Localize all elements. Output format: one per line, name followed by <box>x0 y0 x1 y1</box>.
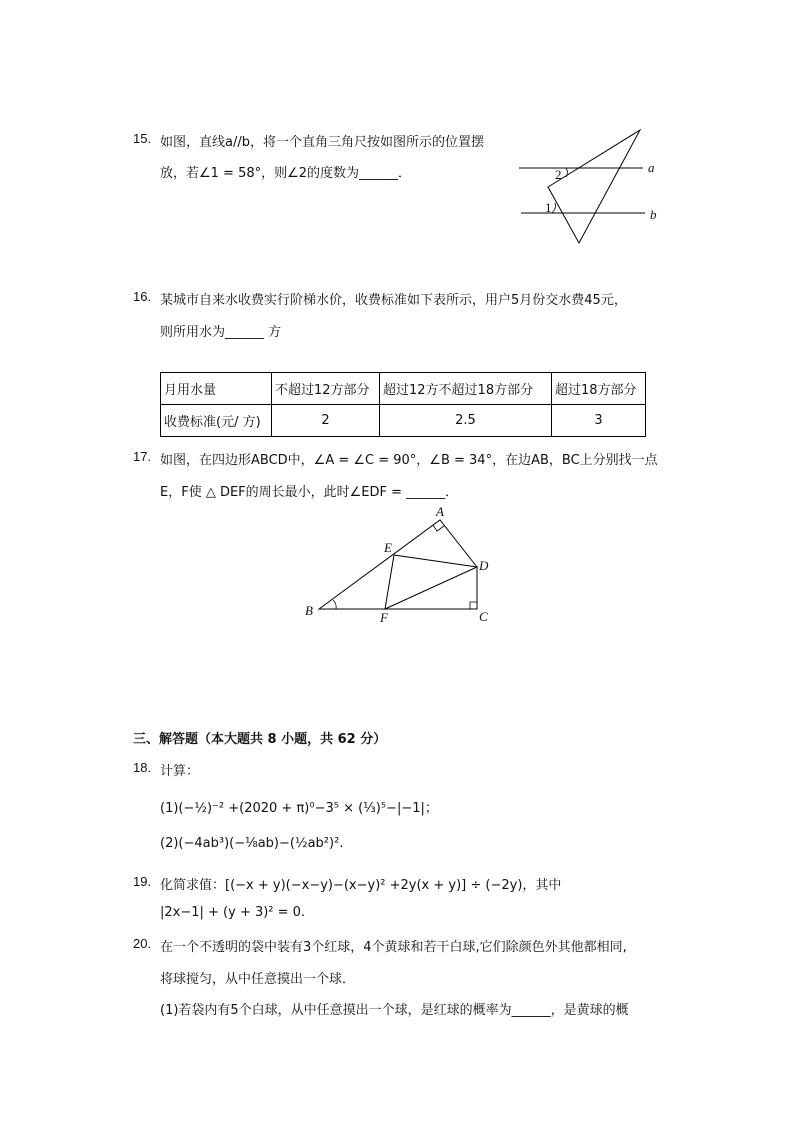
q18-part2: (2)(−4ab³)(−⅛ab)−(½ab²)². <box>160 836 344 851</box>
label-F: F <box>380 610 388 625</box>
q15-line2: 放，若∠1 = 58°，则∠2的度数为______． <box>160 166 412 181</box>
q19-line1: 化简求值：[(−x + y)(−x−y)−(x−y)² +2y(x + y)] ÷ (−2y)，其中 <box>160 878 562 893</box>
q18-title: 计算： <box>160 764 200 779</box>
section-heading: 三、解答题（本大题共 8 小题，共 62 分） <box>133 732 387 747</box>
angle-b-arc <box>333 600 336 609</box>
q20-line2: 将球搅匀，从中任意摸出一个球． <box>160 972 356 987</box>
q17-line1: 如图，在四边形ABCD中，∠A = ∠C = 90°，∠B = 34°，在边AB，BC上分别找一点 <box>160 453 658 468</box>
q20-line1: 在一个不透明的袋中装有3个红球，4个黄球和若干白球,它们除颜色外其他都相同, <box>160 940 627 955</box>
label-D: D <box>479 558 489 573</box>
q16-number: 16. <box>133 289 152 304</box>
label-B: B <box>305 603 313 618</box>
q20-number: 20. <box>133 936 152 951</box>
table-cell: 2 <box>272 405 380 437</box>
q18-part1: (1)(−½)⁻² +(2020 + π)⁰−3⁵ × (⅓)⁵−|−1|； <box>160 801 438 816</box>
q17-line2: E，F使 △ DEF的周长最小，此时∠EDF = ______． <box>160 485 459 500</box>
table-header-cell: 超过12方不超过18方部分 <box>380 373 552 405</box>
table-cell: 3 <box>552 405 646 437</box>
quadrilateral-abcd <box>319 520 477 609</box>
label-C: C <box>479 609 488 624</box>
label-1: 1 <box>545 200 552 215</box>
label-a: a <box>648 160 655 175</box>
q15-line1: 如图，直线a//b，将一个直角三角尺按如图所示的位置摆 <box>160 135 484 150</box>
q16-line2: 则所用水为______ 方 <box>160 325 282 340</box>
right-angle-mark-c <box>470 602 477 609</box>
table-cell: 2.5 <box>380 405 552 437</box>
q17-number: 17. <box>133 449 152 464</box>
table-header-cell: 不超过12方部分 <box>272 373 380 405</box>
q19-line2: |2x−1| + (y + 3)² = 0. <box>160 905 306 920</box>
label-b: b <box>650 207 657 222</box>
right-angle-mark-a <box>433 525 444 531</box>
triangle-def <box>385 555 477 609</box>
q18-number: 18. <box>133 760 152 775</box>
label-A: A <box>436 504 444 519</box>
q20-line3: (1)若袋内有5个白球，从中任意摸出一个球，是红球的概率为______，是黄球的概 <box>160 1003 629 1018</box>
label-2: 2 <box>555 167 562 182</box>
q19-number: 19. <box>133 874 152 889</box>
table-cell: 收费标准(元/ 方) <box>161 405 272 437</box>
q16-line1: 某城市自来水收费实行阶梯水价，收费标准如下表所示，用户5月份交水费45元， <box>160 293 627 308</box>
q15-number: 15. <box>133 131 152 146</box>
table-header-cell: 月用水量 <box>161 373 272 405</box>
table-header-cell: 超过18方部分 <box>552 373 646 405</box>
label-E: E <box>384 540 392 555</box>
